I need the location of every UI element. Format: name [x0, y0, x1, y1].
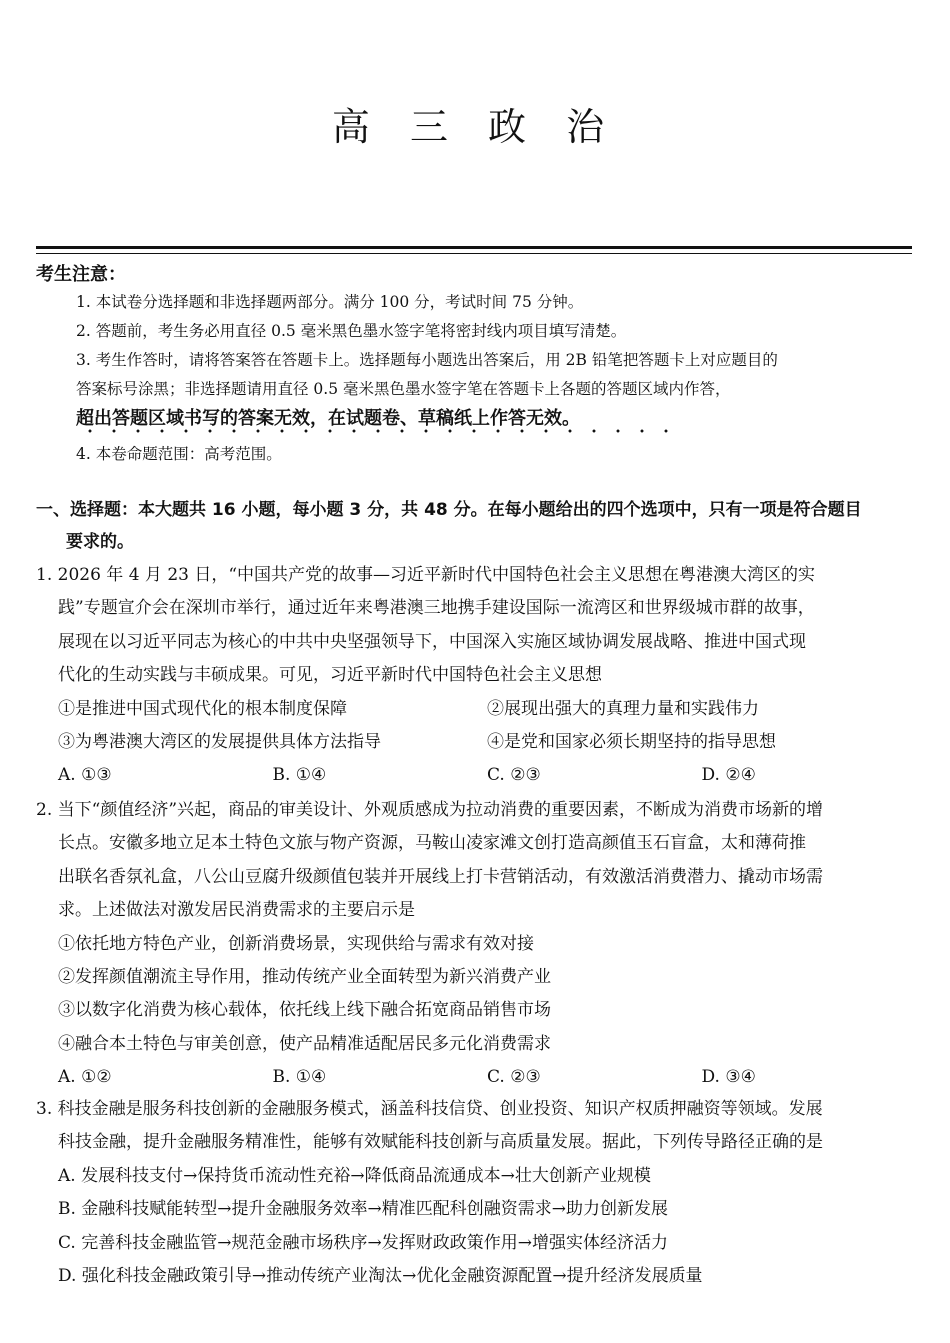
q1-statement-2: ②展现出强大的真理力量和实践伟力 — [487, 698, 759, 719]
q2-stem-line: 出联名香氛礼盒，八公山豆腐升级颜值包装并开展线上打卡营销活动，有效激活消费潜力、撬动市场需 — [58, 866, 823, 887]
q3-stem-line: 科技金融，提升金融服务精准性，能够有效赋能科技创新与高质量发展。据此，下列传导路径正确的是 — [58, 1132, 823, 1153]
question-3 — [36, 1093, 916, 1293]
q1-statements-row-2 — [36, 726, 916, 759]
q1-statement-4: ④是党和国家必须长期坚持的指导思想 — [487, 732, 776, 753]
q3-option-b[interactable]: B. 金融科技赋能转型→提升金融服务效率→精准匹配科创融资需求→助力创新发展 — [58, 1199, 669, 1220]
q2-option-c[interactable]: C. ②③ — [487, 1067, 541, 1088]
q2-option-b[interactable]: B. ①④ — [272, 1067, 327, 1088]
q2-stem-line: 2. 当下“颜值经济”兴起，商品的审美设计、外观质感成为拉动消费的重要因素，不断成为消费市场新的增 — [36, 800, 824, 820]
q2-stem-line: 长点。安徽多地立足本土特色文旅与物产资源，马鞍山凌家滩文创打造高颜值玉石盲盒，太和薄荷推 — [58, 833, 806, 854]
notice-heading: 考生注意： — [36, 264, 126, 285]
q2-statement-4: ④融合本土特色与审美创意，使产品精准适配居民多元化消费需求 — [58, 1033, 551, 1054]
question-1 — [36, 559, 916, 793]
q2-statement-1: ①依托地方特色产业，创新消费场景，实现供给与需求有效对接 — [58, 933, 534, 954]
notice-item-1: 1. 本试卷分选择题和非选择题两部分。满分 100 分，考试时间 75 分钟。 — [76, 293, 584, 311]
page-title: 高 三 政 治 — [331, 105, 619, 149]
section-heading — [36, 494, 916, 558]
emphasis-dots — [78, 429, 688, 433]
q3-option-d[interactable]: D. 强化科技金融政策引导→推动传统产业淘汰→优化金融资源配置→提升经济发展质量 — [58, 1266, 703, 1287]
q1-stem-line: 1. 2026 年 4 月 23 日，“中国共产党的故事—习近平新时代中国特色社会主义思想在粤港澳大湾区的实 — [36, 565, 816, 585]
q3-option-c[interactable]: C. 完善科技金融监管→规范金融市场秩序→发挥财政政策作用→增强实体经济活力 — [58, 1232, 668, 1253]
q1-stem-line: 展现在以习近平同志为核心的中共中央坚强领导下，中国深入实施区域协调发展战略、推进中国式现 — [58, 631, 806, 652]
question-2 — [36, 794, 916, 1095]
q1-option-b[interactable]: B. ①④ — [272, 765, 327, 786]
notice-item-4: 4. 本卷命题范围：高考范围。 — [76, 445, 282, 463]
section-heading-line-1: 一、选择题：本大题共 16 小题，每小题 3 分，共 48 分。在每小题给出的四个选项中，只有一项是符合题目 — [36, 500, 862, 520]
q1-statement-3: ③为粤港澳大湾区的发展提供具体方法指导 — [58, 732, 381, 753]
q1-option-a[interactable]: A. ①③ — [58, 765, 112, 786]
q3-stem-line: 3. 科技金融是服务科技创新的金融服务模式，涵盖科技信贷、创业投资、知识产权质押融资等领域。发展 — [36, 1099, 823, 1119]
q1-stem-line: 代化的生动实践与丰硕成果。可见，习近平新时代中国特色社会主义思想 — [58, 665, 602, 686]
notice-item-2: 2. 答题前，考生务必用直径 0.5 毫米黑色墨水签字笔将密封线内项目填写清楚。 — [76, 322, 627, 340]
notice-item-3: 3. 考生作答时，请将答案答在答题卡上。选择题每小题选出答案后，用 2B 铅笔把答题卡上对应题目的 — [76, 351, 778, 369]
q3-option-a[interactable]: A. 发展科技支付→保持货币流动性充裕→降低商品流通成本→壮大创新产业规模 — [58, 1165, 651, 1186]
notice-bold-warning: 超出答题区域书写的答案无效，在试题卷、草稿纸上作答无效。 — [76, 408, 580, 429]
notice-item-3-cont: 答案标号涂黑；非选择题请用直径 0.5 毫米黑色墨水签字笔在答题卡上各题的答题区域内作答， — [76, 380, 731, 398]
q1-option-c[interactable]: C. ②③ — [487, 765, 541, 786]
header-rule-thin — [36, 253, 912, 254]
q2-statement-2: ②发挥颜值潮流主导作用，推动传统产业全面转型为新兴消费产业 — [58, 967, 551, 988]
q2-statement-3: ③以数字化消费为核心载体，依托线上线下融合拓宽商品销售市场 — [58, 1000, 551, 1021]
q1-statements-row-1 — [36, 693, 916, 726]
q2-option-a[interactable]: A. ①② — [58, 1067, 112, 1088]
q2-stem-line: 求。上述做法对激发居民消费需求的主要启示是 — [58, 900, 415, 921]
header-rule-thick — [36, 246, 912, 249]
candidate-notice — [36, 262, 916, 469]
q1-option-d[interactable]: D. ②④ — [701, 765, 756, 786]
q1-options — [36, 759, 916, 792]
section-heading-line-2: 要求的。 — [66, 532, 134, 552]
q2-options — [36, 1061, 916, 1094]
q2-option-d[interactable]: D. ③④ — [701, 1067, 756, 1088]
q1-stem-line: 践”专题宣介会在深圳市举行，通过近年来粤港澳三地携手建设国际一流湾区和世界级城市群的故事， — [58, 598, 815, 619]
q1-statement-1: ①是推进中国式现代化的根本制度保障 — [58, 698, 347, 719]
